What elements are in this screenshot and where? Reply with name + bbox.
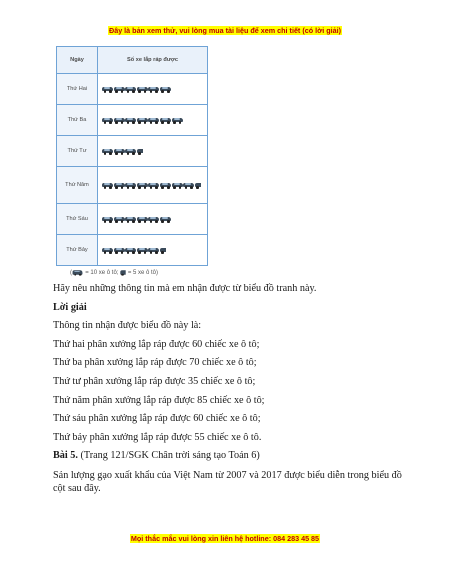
pictograph-row bbox=[57, 74, 208, 105]
car-icon bbox=[125, 216, 136, 223]
car-icon bbox=[137, 182, 148, 189]
day-label: Thứ Ba bbox=[57, 105, 98, 136]
car-icons-cell bbox=[98, 136, 208, 167]
half-car-icon bbox=[137, 148, 143, 155]
car-icon bbox=[160, 182, 171, 189]
exercise-label: Bài 5. bbox=[53, 450, 78, 462]
car-icon bbox=[125, 117, 136, 124]
car-icon bbox=[114, 216, 125, 223]
car-icon bbox=[137, 86, 148, 93]
exercise-title bbox=[53, 447, 413, 466]
car-icon bbox=[102, 182, 113, 189]
car-icons-cell bbox=[98, 105, 208, 136]
pictograph-table bbox=[56, 46, 208, 266]
car-icon bbox=[148, 216, 159, 223]
half-car-icon bbox=[195, 182, 201, 189]
pictograph-row bbox=[57, 167, 208, 204]
car-icon bbox=[114, 182, 125, 189]
pictograph-row bbox=[57, 235, 208, 266]
half-car-icon bbox=[120, 269, 125, 275]
solution-line: Thứ tư phân xưởng lắp ráp được 35 chiếc xe ô tô; bbox=[53, 375, 256, 387]
legend-full-text: = 10 xe ô tô; bbox=[85, 270, 119, 277]
car-icon bbox=[148, 247, 159, 254]
car-icon bbox=[148, 86, 159, 93]
solution-line: Thứ bảy phân xưởng lắp ráp được 55 chiếc xe ô tô. bbox=[53, 431, 262, 443]
day-label: Thứ Sáu bbox=[57, 204, 98, 235]
car-icon bbox=[125, 86, 136, 93]
car-icon bbox=[137, 117, 148, 124]
exercise-ref: (Trang 121/SGK Chân trời sáng tạo Toán 6) bbox=[77, 450, 260, 462]
day-label: Thứ Tư bbox=[57, 136, 98, 167]
car-icon bbox=[102, 247, 113, 254]
car-icons-cell bbox=[98, 204, 208, 235]
solution-line: Thứ năm phân xưởng lắp ráp được 85 chiếc xe ô tô; bbox=[53, 394, 265, 406]
car-icon bbox=[148, 182, 159, 189]
day-label: Thứ Năm bbox=[57, 167, 98, 204]
car-icons-cell bbox=[98, 235, 208, 266]
document-body bbox=[53, 280, 413, 495]
exercise-body: Sản lượng gạo xuất khẩu của Việt Nam từ 2007 và 2017 được biểu diễn trong biểu đồ cột sau đây. bbox=[53, 469, 402, 494]
solution-line: Thứ ba phân xưởng lắp ráp được 70 chiếc xe ô tô; bbox=[53, 357, 257, 369]
hotline-banner: Mọi thắc mắc vui lòng xin liên hệ hotline: 084 283 45 85 bbox=[130, 534, 320, 543]
car-icon bbox=[125, 247, 136, 254]
car-icon bbox=[114, 148, 125, 155]
preview-notice-banner: Đây là bản xem thử, vui lòng mua tài liệu để xem chi tiết (có lời giải) bbox=[109, 26, 341, 35]
car-icon bbox=[172, 182, 183, 189]
day-label: Thứ Hai bbox=[57, 74, 98, 105]
solution-line: Thứ hai phân xưởng lắp ráp được 60 chiếc xe ô tô; bbox=[53, 338, 260, 350]
car-icon bbox=[102, 216, 113, 223]
car-icon bbox=[125, 148, 136, 155]
question-text: Hãy nêu những thông tin mà em nhận được từ biểu đồ tranh này. bbox=[53, 283, 317, 294]
car-icon bbox=[160, 117, 171, 124]
solution-line: Thứ sáu phân xưởng lắp ráp được 60 chiếc xe ô tô; bbox=[53, 413, 261, 425]
car-icon bbox=[114, 247, 125, 254]
pictograph-row bbox=[57, 105, 208, 136]
solution-heading: Lời giải bbox=[53, 301, 87, 313]
car-icon bbox=[183, 182, 194, 189]
car-icon bbox=[73, 269, 83, 275]
car-icon bbox=[102, 148, 113, 155]
car-icon bbox=[160, 86, 171, 93]
header-count: Số xe lắp ráp được bbox=[98, 47, 208, 74]
car-icon bbox=[137, 216, 148, 223]
pictograph-row bbox=[57, 136, 208, 167]
pictograph bbox=[56, 46, 208, 276]
car-icon bbox=[172, 117, 183, 124]
pictograph-legend: ( = 10 xe ô tô; = 5 xe ô tô) bbox=[70, 270, 158, 277]
car-icon bbox=[137, 247, 148, 254]
half-car-icon bbox=[160, 247, 166, 254]
car-icon bbox=[102, 117, 113, 124]
car-icon bbox=[160, 216, 171, 223]
legend-half-text: = 5 xe ô tô) bbox=[127, 270, 158, 277]
day-label: Thứ Bảy bbox=[57, 235, 98, 266]
car-icon bbox=[102, 86, 113, 93]
car-icons-cell bbox=[98, 167, 208, 204]
pictograph-row bbox=[57, 204, 208, 235]
solution-intro: Thông tin nhận được biểu đồ này là: bbox=[53, 320, 202, 332]
car-icon bbox=[114, 86, 125, 93]
car-icons-cell bbox=[98, 74, 208, 105]
car-icon bbox=[114, 117, 125, 124]
header-day: Ngày bbox=[57, 47, 98, 74]
car-icon bbox=[125, 182, 136, 189]
car-icon bbox=[148, 117, 159, 124]
